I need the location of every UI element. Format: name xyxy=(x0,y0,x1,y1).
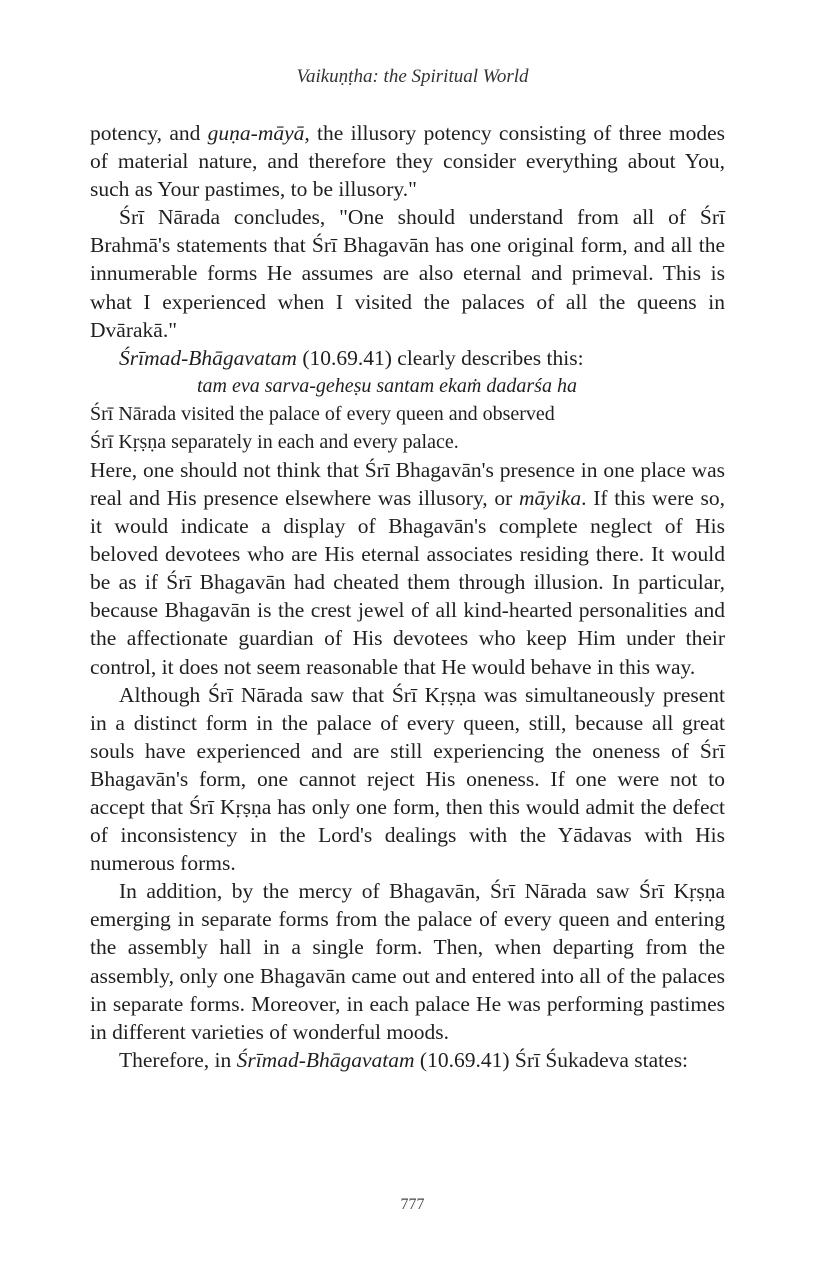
paragraph-7-text-a: Therefore, in xyxy=(119,1047,237,1072)
paragraph-4-text-a: Here, one should not think that Śrī Bhagavān's presence in one place was real and His presence elsewhere was illusory, or xyxy=(90,457,725,510)
running-head: Vaikuṇṭha: the Spiritual World xyxy=(296,66,529,87)
paragraph-3 xyxy=(90,344,725,372)
paragraph-4-term: māyika xyxy=(519,485,582,510)
paragraph-1-text-c: , the illusory potency consisting of three modes of material nature, and therefore they consider everything about You, such as Your pastimes, to be illusory." xyxy=(90,121,725,202)
paragraph-3-title: Śrīmad-Bhāgavatam xyxy=(119,345,297,370)
paragraph-4-text-c: . If this were so, it would indicate a display of Bhagavān's complete neglect of His beloved devotees who are His eternal associates residing there. It would be as if Śrī Bhagavān had cheated them through illusion. In particular, because Bhagavān is the crest jewel of all kind-hearted personalities and the affectionate guardian of His devotees who keep Him under their control, it does not seem reasonable that He would behave in this way. xyxy=(90,485,725,679)
paragraph-2: Śrī Nārada concludes, "One should understand from all of Śrī Brahmā's statements that Śrī Bhagavān has one original form, and all the innumerable forms He assumes are also eternal and primeval. This is what I experienced when I visited the palaces of all the queens in Dvārakā." xyxy=(90,205,725,342)
paragraph-1 xyxy=(90,119,725,203)
paragraph-7 xyxy=(90,1046,725,1074)
paragraph-7-title: Śrīmad-Bhāgavatam xyxy=(236,1047,415,1072)
translation-line-2: Śrī Kṛṣṇa separately in each and every palace. xyxy=(90,430,459,453)
verse-translation xyxy=(90,400,725,456)
body-text xyxy=(90,119,725,1074)
paragraph-5: Although Śrī Nārada saw that Śrī Kṛṣṇa was simultaneously present in a distinct form in the palace of every queen, still, because all great souls have experienced and are still experiencing the oneness of Śrī Bhagavān's form, one cannot reject His oneness. If one were not to accept that Śrī Kṛṣṇa has only one form, then this would admit the defect of inconsistency in the Lord's dealings with the Yādavas with His numerous forms. xyxy=(90,682,725,876)
paragraph-6: In addition, by the mercy of Bhagavān, Śrī Nārada saw Śrī Kṛṣṇa emerging in separate forms from the palace of every queen and entering the assembly hall in a single form. Then, when departing from the assembly, only one Bhagavān came out and entered into all of the palaces in separate forms. Moreover, in each palace He was performing pastimes in different varieties of wonderful moods. xyxy=(90,879,725,1044)
paragraph-1-term: guṇa-māyā xyxy=(207,121,305,145)
paragraph-4 xyxy=(90,456,725,681)
paragraph-1-text-a: potency, and xyxy=(90,121,208,145)
translation-line-1: Śrī Nārada visited the palace of every queen and observed xyxy=(90,402,555,425)
page-number: 777 xyxy=(400,1196,425,1213)
paragraph-7-text-c: (10.69.41) Śrī Śukadeva states: xyxy=(414,1047,689,1072)
paragraph-3-text: (10.69.41) clearly describes this: xyxy=(296,345,584,370)
verse: tam eva sarva-geheṣu santam ekaṁ dadarśa ha xyxy=(197,374,577,397)
